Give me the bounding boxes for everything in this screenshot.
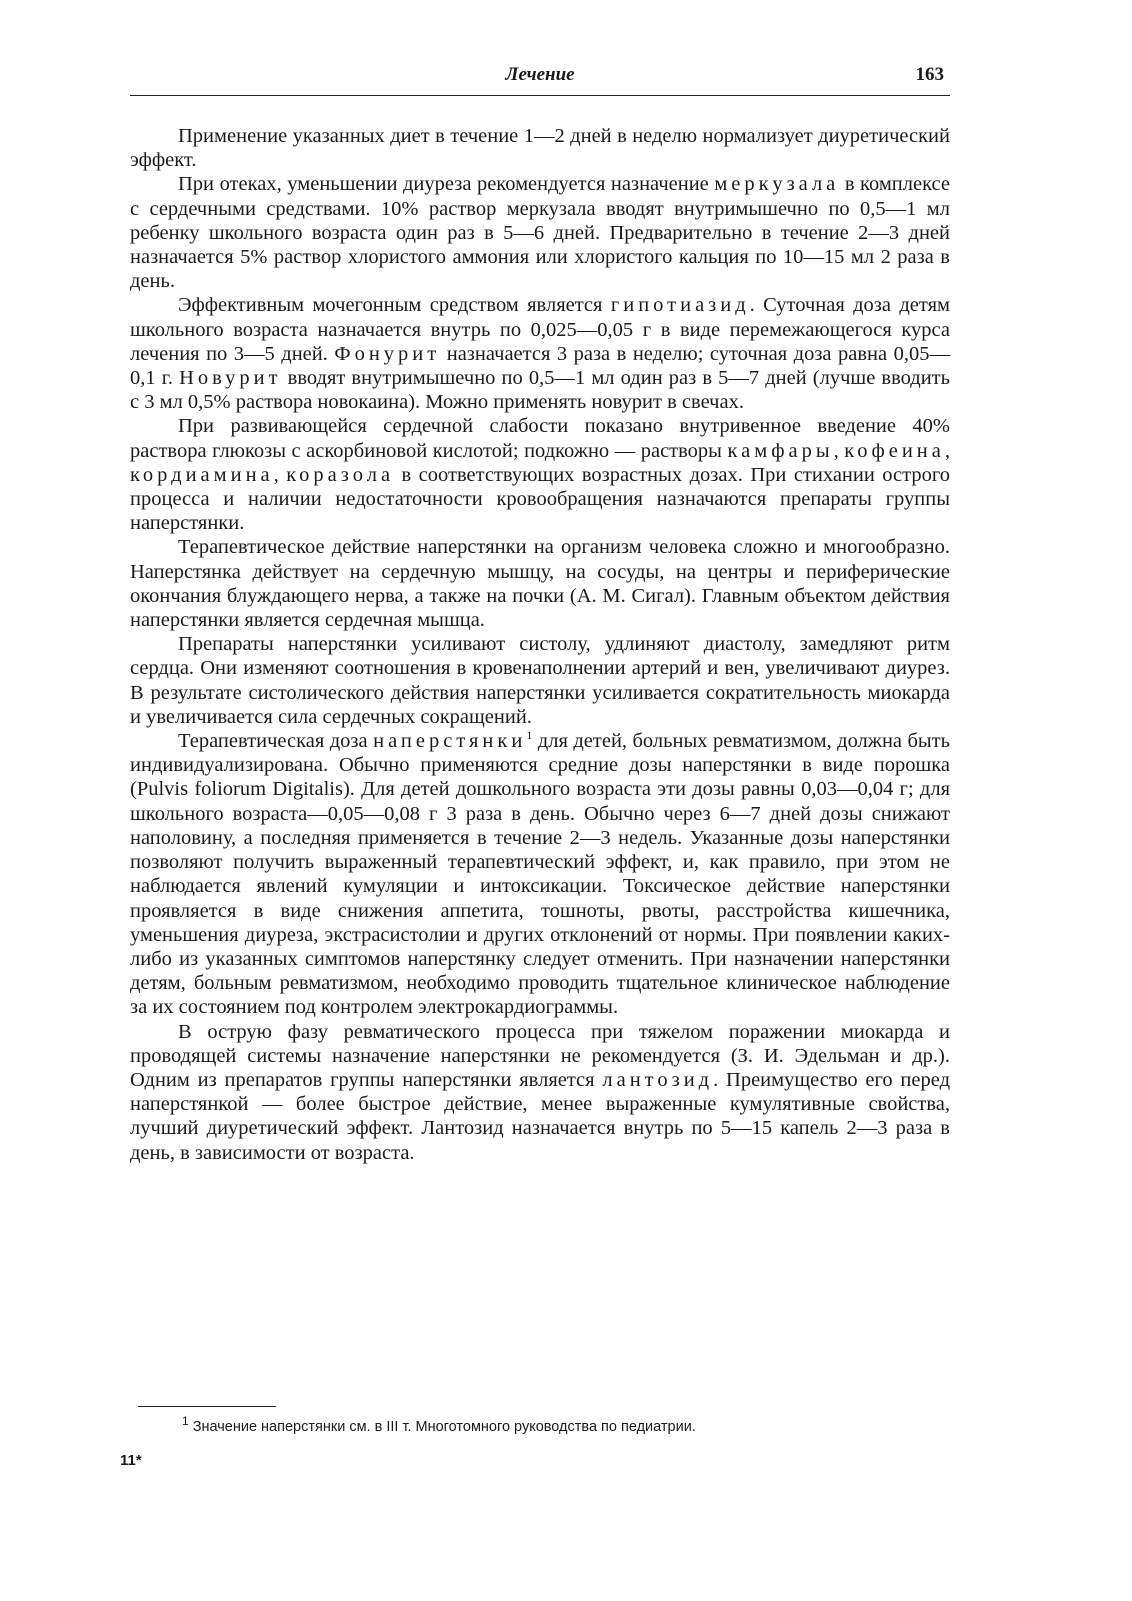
drug-term-digitalis: наперстянки — [373, 730, 527, 753]
drug-term-camphor: камфары — [727, 439, 834, 462]
paragraph-diets — [130, 124, 950, 172]
drug-term-fonurit: Фонурит — [334, 342, 441, 365]
paragraph-text: Препараты наперстянки усиливают систолу, удлиняют диастолу, замедляют ритм сердца. Они изменяют соотношения в кровенаполнении артерий и вен, увеличивают диурез. В результате систолического действия наперстянки усиливается сократительность миокарда и увеличивается сила сердечных сокращений. — [130, 633, 950, 728]
drug-term-mercusal: меркузала — [714, 173, 840, 196]
separator: , — [944, 439, 950, 462]
paragraph-diuretics — [130, 293, 950, 414]
paragraph-lantosid — [130, 1020, 950, 1165]
paragraph-text: При развивающейся сердечной слабости показано внутривенное введение 40% раствора глюкозы с аскорбиновой кислотой; подкожно — растворы — [130, 415, 950, 462]
paragraph-text: Терапевтическая доза — [178, 730, 374, 753]
drug-term-cordiamine: кордиамина — [130, 463, 274, 486]
footnote — [182, 1414, 952, 1436]
paragraph-text: . Суточная доза детям школьного возраста назначается внутрь по 0,025—0,05 г в виде перемежающегося курса лечения по 3—5 дней. — [130, 294, 950, 365]
paragraph-text: Применение указанных диет в течение 1—2 дней в неделю нормализует диуретический эффект. — [130, 125, 950, 172]
running-title: Лечение — [505, 64, 575, 85]
separator: , — [833, 439, 845, 462]
paragraph-text: вводят внутримышечно по 0,5—1 мл один раз в 5—7 дней (лучше вводить с 3 мл 0,5% раствора новокаина). Можно применять новурит в свечах. — [130, 367, 950, 414]
paragraph-text: Терапевтическое действие наперстянки на организм человека сложно и многообразно. Наперстянка действует на сердечную мышцу, на сосуды, на центры и периферические окончания блуждающего нерва, а также на почки (А. М. Сигал). Главным объектом действия наперстянки является сердечная мышца. — [130, 536, 950, 632]
paragraph-text: При отеках, уменьшении диуреза рекомендуется назначение — [178, 173, 715, 196]
drug-term-caffeine: кофеина — [844, 439, 945, 462]
drug-term-hypothiazide: гипотиазид — [610, 294, 750, 317]
footnote-mark: 1 — [182, 1414, 189, 1429]
paragraph-text: В острую фазу ревматического процесса при тяжелом поражении миокарда и проводящей системы назначение наперстянки не рекомендуется (З. И. Эдельман и др.). Одним из препаратов группы наперстянки является — [130, 1020, 950, 1091]
body-text — [130, 124, 950, 1165]
paragraph-digitalis-action — [130, 535, 950, 632]
footnote-reference[interactable]: 1 — [526, 728, 533, 743]
header-rule — [130, 95, 950, 96]
footnote-rule — [138, 1406, 276, 1407]
paragraph-text: Эффективным мочегонным средством является — [178, 294, 611, 317]
paragraph-text: в комплексе с сердечными средствами. 10% раствор меркузала вводят внутримышечно по 0,5—1 мл ребенку школьного возраста один раз в 5—6 дней. Предварительно в течение 2—3 дней назначается 5% раствор хлористого аммония или хлористого кальция по 10—15 мл 2 раза в день. — [130, 173, 950, 293]
paragraph-heart-weakness — [130, 414, 950, 535]
footnote-text: Значение наперстянки см. в III т. Многотомного руководства по педиатрии. — [188, 1419, 696, 1435]
paragraph-text: назначается 3 раза в неделю; суточная доза равна 0,05—0,1 г. — [130, 342, 950, 390]
paragraph-text: для детей, больных ревматизмом, должна быть индивидуализирована. Обычно применяются средние дозы наперстянки в виде порошка (Pulvis foliorum Digitalis). Для детей дошкольного возраста эти дозы равны 0,03—0,04 г; для школьного возраста—0,05—0,08 г 3 раза в день. Обычно через 6—7 дней дозы снижают наполовину, а последняя применяется в течение 2—3 недель. Указанные дозы наперстянки позволяют получить выраженный терапевтический эффект, и, как правило, при этом не наблюдается явлений кумуляции и интоксикации. Токсическое действие наперстянки проявляется в виде снижения аппетита, тошноты, рвоты, расстройства кишечника, уменьшения диуреза, экстрасистолии и других отклонений от нормы. При появлении каких-либо из указанных симптомов наперстянку следует отменить. При назначении наперстянки детям, больным ревматизмом, необходимо проводить тщательное клиническое наблюдение за их состоянием под контролем электрокардиограммы. — [130, 730, 950, 1019]
drug-term-corazol: коразола — [286, 463, 395, 486]
paragraph-text: . Преимущество его перед наперстянкой — более быстрое действие, менее выраженные кумулятивные свойства, лучший диуретический эффект. Лантозид назначается внутрь по 5—15 капель 2—3 раза в день, в зависимости от возраста. — [130, 1068, 950, 1164]
drug-term-novurit: Новурит — [179, 367, 282, 390]
page-number: 163 — [915, 64, 944, 85]
paragraph-digitalis-effects — [130, 632, 950, 729]
paragraph-text: в соответствующих возрастных дозах. При стихании острого процесса и наличии недостаточности кровообращения назначаются препараты группы наперстянки. — [130, 463, 951, 535]
running-head — [130, 62, 950, 98]
drug-term-lantosid: лантозид — [602, 1068, 714, 1091]
paragraph-mercusal — [130, 172, 950, 293]
printer-signature: 11* — [120, 1452, 142, 1469]
separator: , — [273, 463, 287, 486]
paragraph-digitalis-dose — [130, 729, 950, 1019]
